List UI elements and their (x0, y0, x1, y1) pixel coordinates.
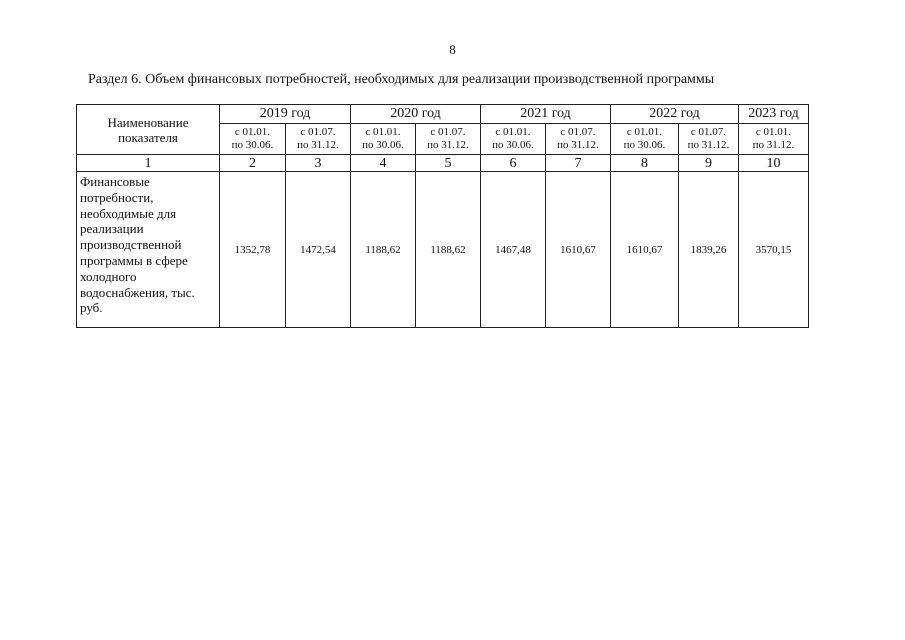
year-header-2020: 2020 год (351, 105, 481, 124)
period-to: по 30.06. (623, 139, 666, 151)
column-number: 4 (351, 155, 416, 172)
column-number: 6 (481, 155, 546, 172)
period-header (679, 124, 739, 155)
column-number: 3 (286, 155, 351, 172)
year-header-2023: 2023 год (739, 105, 809, 124)
column-number-row (77, 155, 809, 172)
section-title: Раздел 6. Объем финансовых потребностей, необходимых для реализации производственной программы (88, 72, 715, 87)
value-cell: 1472,54 (286, 172, 351, 328)
period-to: по 31.12. (297, 139, 339, 151)
year-header-2022: 2022 год (611, 105, 739, 124)
period-header (739, 124, 809, 155)
period-to: по 30.06. (492, 139, 534, 151)
period-to: по 31.12. (427, 139, 469, 151)
period-from: с 01.01. (234, 126, 271, 138)
period-from: с 01.01. (365, 126, 401, 138)
column-number: 9 (679, 155, 739, 172)
column-number: 5 (416, 155, 481, 172)
value-cell: 1610,67 (546, 172, 611, 328)
column-number: 8 (611, 155, 679, 172)
period-from: с 01.01. (626, 126, 663, 138)
page-number: 8 (449, 42, 456, 57)
column-number: 1 (77, 155, 220, 172)
value-cell: 1610,67 (611, 172, 679, 328)
value-cell: 3570,15 (739, 172, 809, 328)
value-cell: 1352,78 (220, 172, 286, 328)
period-to: по 30.06. (231, 139, 274, 151)
year-header-2021: 2021 год (481, 105, 611, 124)
period-from: с 01.01. (755, 126, 792, 138)
period-from: с 01.07. (430, 126, 466, 138)
table-row (77, 172, 809, 328)
column-number: 7 (546, 155, 611, 172)
indicator-name: Финансовые потребности, необходимые для реализации производственной программы в сфере холодного водоснабжения, тыс. руб. (77, 172, 220, 328)
financial-needs-table (76, 104, 809, 328)
column-number: 10 (739, 155, 809, 172)
period-from: с 01.07. (560, 126, 596, 138)
value-cell: 1188,62 (351, 172, 416, 328)
period-from: с 01.07. (690, 126, 727, 138)
period-to: по 30.06. (362, 139, 404, 151)
period-header (611, 124, 679, 155)
period-header (286, 124, 351, 155)
value-cell: 1188,62 (416, 172, 481, 328)
period-to: по 31.12. (687, 139, 730, 151)
value-cell: 1467,48 (481, 172, 546, 328)
column-number: 2 (220, 155, 286, 172)
period-from: с 01.01. (495, 126, 531, 138)
period-header (220, 124, 286, 155)
year-header-2019: 2019 год (220, 105, 351, 124)
value-cell: 1839,26 (679, 172, 739, 328)
period-to: по 31.12. (752, 139, 795, 151)
period-to: по 31.12. (557, 139, 599, 151)
period-from: с 01.07. (300, 126, 336, 138)
year-header-row (77, 105, 809, 124)
name-column-header: Наименование показателя (77, 105, 220, 155)
period-header (351, 124, 416, 155)
period-header (546, 124, 611, 155)
period-header (416, 124, 481, 155)
period-header (481, 124, 546, 155)
